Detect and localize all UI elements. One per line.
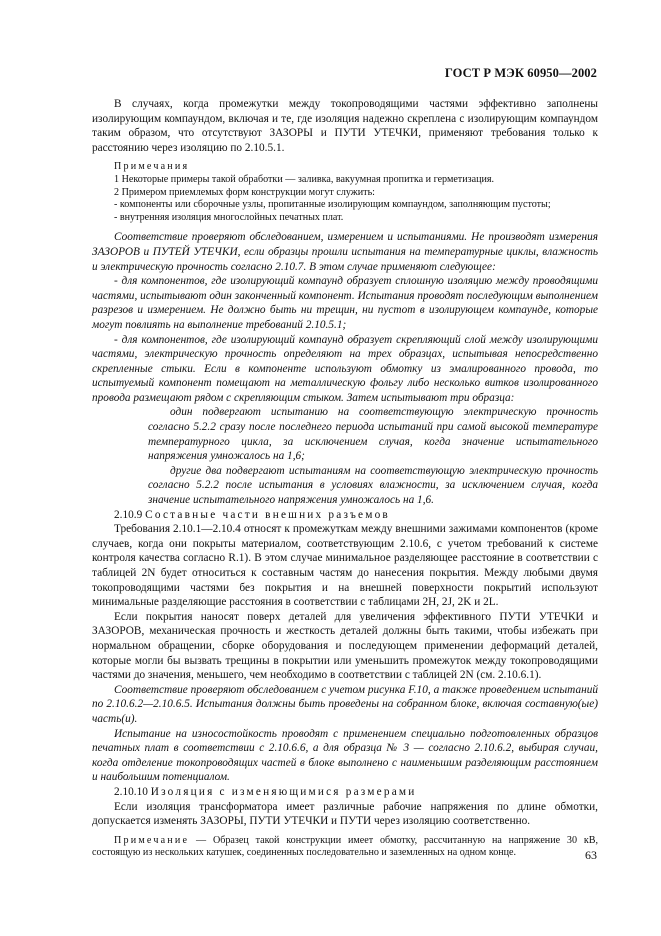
sample-two: другие два подвергают испытаниям на соответствующую электрическую прочность согласно 5.2.2 после испытания в условиях влажности, за исключением случая, когда значение испытательного напряжения умножалось на 1,6. [148,464,598,507]
note-transformer [92,835,598,860]
page-content [92,97,598,860]
section-heading-2-10-9 [92,508,598,523]
paragraph-2-10-9-compliance: Соответствие проверяют обследованием с учетом рисунка F.10, а также проведением испытаний по 2.10.6.2—2.10.6.5. Испытания должны быть проведены на собранном блоке, включая составную(ые) часть(и). [92,683,598,725]
document-header: ГОСТ Р МЭК 60950—2002 [444,66,597,80]
compliance-block [92,230,598,507]
note-text: — Образец такой конструкции имеет обмотку, рассчитанную на напряжение 30 кВ, состоящую из нескольких катушек, соединенных последовательно и заземленных на одном конце. [92,834,598,859]
section-title: Изоляция с изменяющимися размерами [150,785,417,798]
paragraph-2-10-9-wear-test: Испытание на износостойкость проводят с применением специально подготовленных образцов печатных плат в соответствии с 2.10.6.6, а для образца № 3 — согласно 2.10.6.2, выбирая случаи, когда отделение токопроводящих частей в блоке выполнено с наименьшим разделяющим расстоянием и наибольшим потенциалом. [92,727,598,784]
paragraph-2-10-10-1: Если изоляция трансформатора имеет различные рабочие напряжения по длине обмотки, допускается изменять ЗАЗОРЫ, ПУТИ УТЕЧКИ и ПУТИ через изоляцию соответственно. [92,800,598,828]
note-label: Примечание [114,834,190,846]
paragraph-compound-filled: В случаях, когда промежутки между токопроводящими частями эффективно заполнены изолирующим компаундом, включая и те, где изоляция надежно скреплена с изолирующим компаундом таким образом, что отсутствуют ЗАЗОРЫ и ПУТИ УТЕЧКИ, применяют требования только к расстоянию через изоляцию по 2.10.5.1. [92,98,598,154]
note-item-3: - компоненты или сборочные узлы, пропитанные изолирующим компаундом, заполняющим пустоты; [114,199,551,211]
compliance-intro: Соответствие проверяют обследованием, измерением и испытаниями. Не производят измерения ЗАЗОРОВ и ПУТЕЙ УТЕЧКИ, если образцы прошли испытания на температурные циклы, влажность и электрическую прочность согласно 2.10.7. В этом случае применяют следующее: [92,231,598,273]
notes-block [92,161,598,224]
section-number: 2.10.9 [114,508,143,521]
page-number: 63 [585,848,597,862]
notes-title: Примечания [114,161,190,173]
section-number: 2.10.10 [114,785,148,798]
section-heading-2-10-10 [92,785,598,800]
note-item-2: 2 Примером приемлемых форм конструкции могут служить: [114,186,375,198]
sample-one: один подвергают испытанию на соответствующую электрическую прочность согласно 5.2.2 сразу после последнего периода испытаний при самой высокой температуре температурного цикла, за исключением случая, когда значение испытательного напряжения умножалось на 1,6; [148,406,598,463]
note-item-1: 1 Некоторые примеры такой обработки — заливка, вакуумная пропитка и герметизация. [114,173,495,185]
compliance-samples [92,405,598,507]
paragraph-2-10-9-2: Если покрытия наносят поверх деталей для увеличения эффективного ПУТИ УТЕЧКИ и ЗАЗОРОВ, механическая прочность и жесткость деталей должны быть такими, чтобы избежать при нормальном обращении, сборке оборудования и последующем применении деформаций деталей, которые могли бы вызвать трещины в покрытии или уменьшить промежуток между токопроводящими частями до значения, меньшего, чем необходимо в соответствии с таблицей 2N (см. 2.10.6.1). [92,610,598,682]
compliance-dash-2: - для компонентов, где изолирующий компаунд образует скрепляющий слой между изолирующими частями, электрическую прочность определяют на трех образцах, испытывая непосредственно скрепленные стыки. Если в компоненте используют обмотку из эмалированного провода, то испытуемый компонент помещают на металлическую фольгу либо несколько витков изолированного провода размещают рядом с скрепляющим стыком. Затем испытывают три образца: [92,333,598,404]
paragraph-2-10-9-1: Требования 2.10.1—2.10.4 относят к промежуткам между внешними зажимами компонентов (кроме случаев, когда они покрыты материалом, соответствующим 2.10.6, с учетом требований к системе контроля качества согласно R.1). В этом случае минимальное разделяющее расстояние в соответствии с таблицей 2N будет относиться к составным частям до нанесения покрытия. Между любыми двумя токопроводящими частями без покрытия и на внешней поверхности покрытий используют минимальные разделяющие расстояния в соответствии с таблицами 2H, 2J, 2K и 2L. [92,523,598,609]
section-title: Составные части внешних разъемов [145,508,390,521]
compliance-dash-1: - для компонентов, где изолирующий компаунд образует сплошную изоляцию между проводящими частями, испытывают один законченный компонент. Испытания проводят последующим выполнением разрезов и измерением. Не должно быть ни трещин, ни пустот в изолирующем компаунде, которые могут повлиять на выполнение требований 2.10.5.1; [92,275,598,331]
note-item-4: - внутренняя изоляция многослойных печатных плат. [114,211,344,223]
